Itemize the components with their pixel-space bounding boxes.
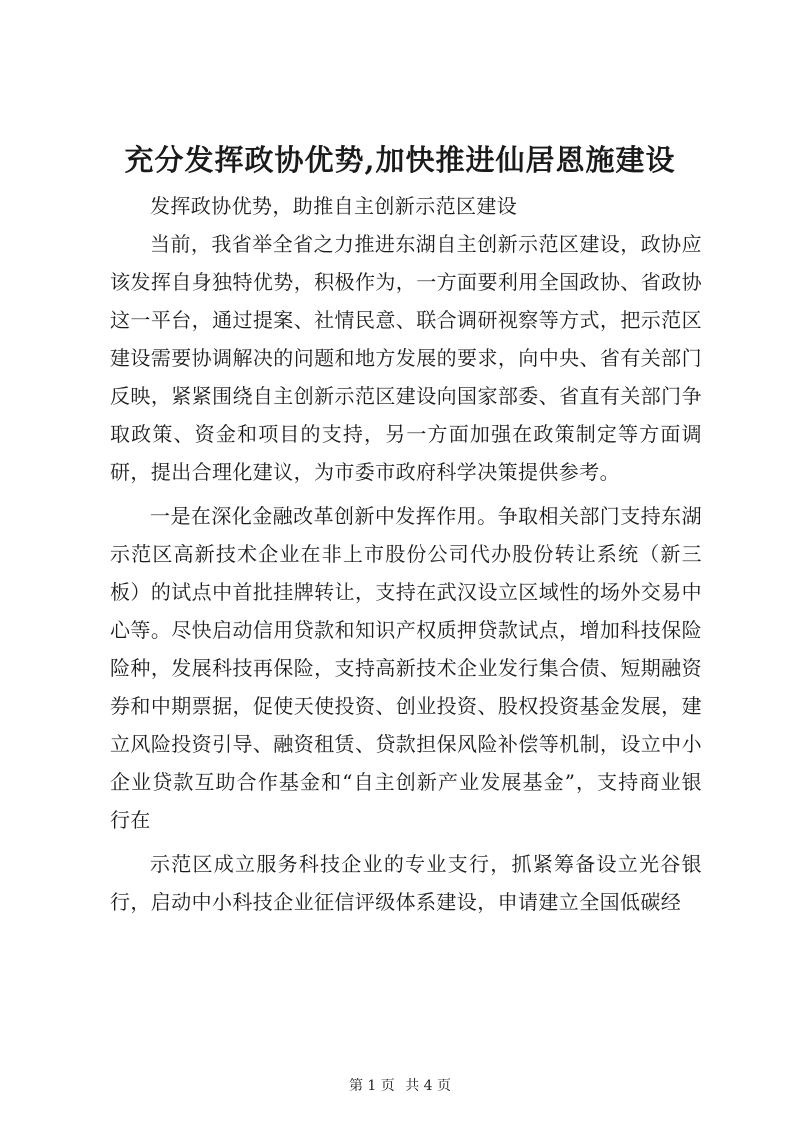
- paragraph-subheading: 发挥政协优势，助推自主创新示范区建设: [150, 194, 518, 218]
- page-number: 第 1 页: [348, 1078, 395, 1094]
- paragraph-continued: 示范区成立服务科技企业的专业支行，抓紧筹备设立光谷银行，启动中小科技企业征信评级体系建设，申请建立全国低碳经: [110, 852, 702, 914]
- page-total: 共 4 页: [405, 1078, 452, 1094]
- page-footer: [0, 1076, 800, 1096]
- document-title: 充分发挥政协优势,加快推进仙居恩施建设: [124, 143, 676, 177]
- paragraph-intro: 当前，我省举全省之力推进东湖自主创新示范区建设，政协应该发挥自身独特优势，积极作为，一方面要利用全国政协、省政协这一平台，通过提案、社情民意、联合调研视察等方式，把示范区建设需要协调解决的问题和地方发展的要求，向中央、省有关部门反映，紧紧围绕自主创新示范区建设向国家部委、省直有关部门争取政策、资金和项目的支持，另一方面加强在政策制定等方面调研，提出合理化建议，为市委市政府科学决策提供参考。: [110, 232, 702, 484]
- document-body: [110, 187, 702, 921]
- paragraph-finance: 一是在深化金融改革创新中发挥作用。争取相关部门支持东湖示范区高新技术企业在非上市股份公司代办股份转让系统（新三板）的试点中首批挂牌转让，支持在武汉设立区域性的场外交易中心等。尽快启动信用贷款和知识产权质押贷款试点，增加科技保险险种，发展科技再保险，支持高新技术企业发行集合债、短期融资券和中期票据，促使天使投资、创业投资、股权投资基金发展，建立风险投资引导、融资租赁、贷款担保风险补偿等机制，设立中小企业贷款互助合作基金和“自主创新产业发展基金”，支持商业银行在: [110, 504, 702, 832]
